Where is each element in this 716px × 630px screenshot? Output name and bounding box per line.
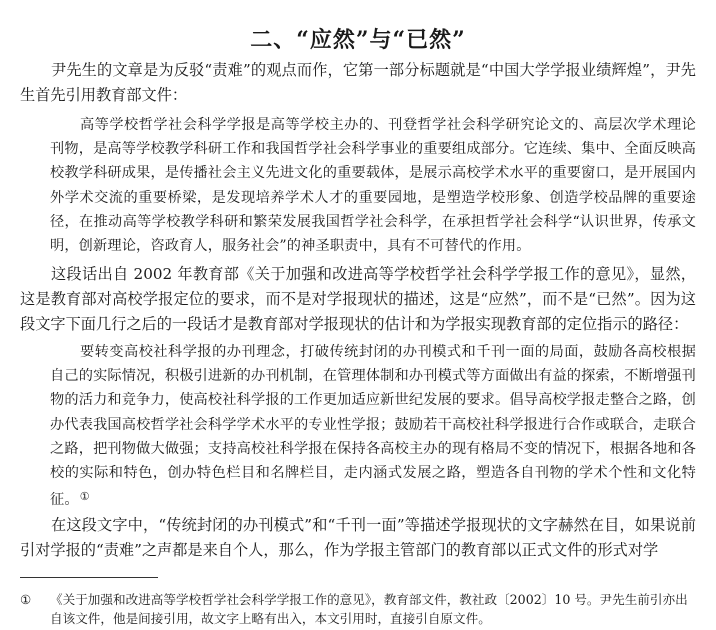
body-paragraph-2: 这段话出自 2002 年教育部《关于加强和改进高等学校哲学社会科学学报工作的意见》，显然，这是教育部对高校学报定位的要求，而不是对学报现状的描述，这是“应然”，而不是“已然”。因为这段文字下面几行之后的一段话才是教育部对学报现状的估计和为学报实现教育部的定位指示的路径： [20, 265, 696, 333]
footnote-text-line-1: 《关于加强和改进高等学校哲学社会科学学报工作的意见》，教育部文件，教社政〔2002〕10 号。尹先生前引亦出 [50, 592, 688, 607]
block-quote-2 [50, 340, 696, 512]
footnote-number: ① [20, 592, 32, 607]
body-paragraph-3: 在这段文字中，“传统封闭的办刊模式”和“千刊一面”等描述学报现状的文字赫然在目，如果说前引对学报的“责难”之声都是来自个人，那么，作为学报主管部门的教育部以正式文件的形式对学 [20, 516, 696, 559]
footnote-text-line-2: 自该文件，他是间接引用，故文字上略有出入，本文引用时，直接引自原文件。 [50, 611, 491, 626]
block-quote-2-text: 要转变高校社科学报的办刊理念，打破传统封闭的办刊模式和千刊一面的局面，鼓励各高校根据自己的实际情况，积极引进新的办刊机制，在管理体制和办刊模式等方面做出有益的探索，不断增强刊物的活力和竞争力，使高校社科学报的工作更加适应新世纪发展的要求。倡导高校学报走整合之路，创办代表我国高校哲学社会科学学术水平的专业性学报；鼓励若干高校社科学报进行合作或联合，走联合之路，把刊物做大做强；支持高校社科学报在保持各高校主办的现有格局不变的情况下，根据各地和各校的实际和特色，创办特色栏目和名牌栏目，走内涵式发展之路，塑造各自刊物的学术个性和文化特征。 [50, 344, 696, 509]
body-paragraph-1: 尹先生的文章是为反驳“责难”的观点而作，它第一部分标题就是“中国大学学报业绩辉煌”，尹先生首先引用教育部文件： [20, 61, 696, 104]
footnote [20, 590, 696, 628]
footnote-reference-mark[interactable]: ① [79, 490, 90, 504]
section-title: 二、“应然”与“已然” [250, 27, 466, 54]
block-quote-1: 高等学校哲学社会科学学报是高等学校主办的、刊登哲学社会科学研究论文的、高层次学术理论刊物，是高等学校教学科研工作和我国哲学社会科学事业的重要组成部分。它连续、集中、全面反映高校教学科研成果，是传播社会主义先进文化的重要载体，是展示高校学术水平的重要窗口，是开展国内外学术交流的重要桥梁，是发现培养学术人才的重要园地，是塑造学校形象、创造学校品牌的重要途径，在推动高等学校教学科研和繁荣发展我国哲学社会科学，在承担哲学社会科学“认识世界，传承文明，创新理论，咨政育人，服务社会”的神圣职责中，具有不可替代的作用。 [50, 117, 696, 255]
footnote-divider [20, 577, 158, 578]
